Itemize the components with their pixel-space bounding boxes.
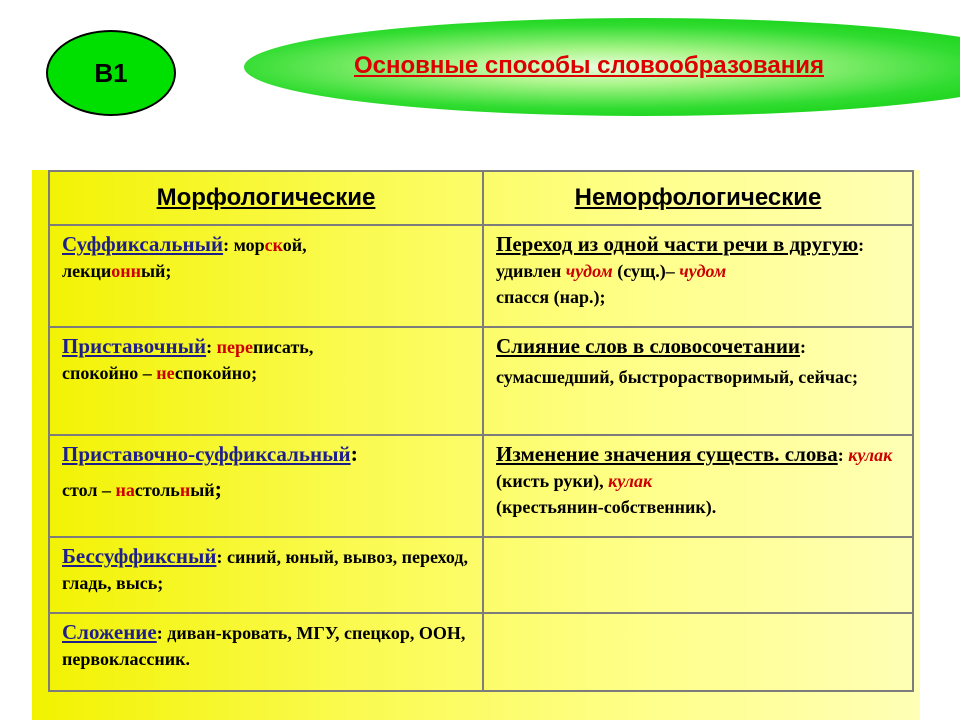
example-word: чудом <box>679 261 727 281</box>
example-text: удивлен <box>496 261 566 281</box>
cell-empty-2 <box>484 614 912 690</box>
word-formation-table <box>48 170 914 692</box>
example-text: (сущ.)– <box>612 261 680 281</box>
example-text: спасся (нар.); <box>496 287 606 307</box>
example-word: кулак <box>608 471 653 491</box>
highlighted-morpheme: пере <box>216 337 253 357</box>
colon: : <box>858 235 865 255</box>
header-morphological: Морфологические <box>50 172 484 226</box>
example-text: (крестьянин-собственник). <box>496 497 717 517</box>
example-text: писать, <box>252 337 314 357</box>
example-word: чудом <box>565 261 613 281</box>
slide-title: Основные способы словообразования <box>354 52 824 79</box>
highlighted-morpheme: на <box>115 480 135 500</box>
term-conversion: Переход из одной части речи в другую <box>496 232 859 256</box>
example-text: диван-кровать, МГУ, спецкор, ООН, первоклассник. <box>62 623 466 669</box>
example-word: кулак <box>848 445 893 465</box>
example-text: сумасшедший, быстрорастворимый, сейчас; <box>496 367 858 387</box>
cell-prefix-suffixal <box>50 436 484 538</box>
section-badge: В1 <box>46 30 176 116</box>
example-text: ; <box>214 476 222 501</box>
example-text: синий, юный, вывоз, переход, гладь, высь; <box>62 547 468 593</box>
cell-suffixal <box>50 226 484 328</box>
highlighted-morpheme: ск <box>264 235 283 255</box>
highlighted-morpheme: н <box>179 480 191 500</box>
example-text: стол – <box>62 480 116 500</box>
example-text: мор <box>233 235 265 255</box>
colon: : <box>156 623 168 643</box>
example-text: (кисть руки), <box>496 471 609 491</box>
term-semantic-change: Изменение значения существ. слова <box>496 442 838 466</box>
example-text: ый <box>190 480 215 500</box>
colon: : <box>800 337 807 357</box>
colon: : <box>216 547 227 567</box>
example-text: спокойно – <box>62 363 157 383</box>
cell-semantic-change <box>484 436 912 538</box>
term-suffixal: Суффиксальный <box>62 232 224 256</box>
example-text: спокойно; <box>174 363 258 383</box>
cell-fusion <box>484 328 912 436</box>
cell-compounding <box>50 614 484 690</box>
term-prefixal: Приставочный <box>62 334 207 358</box>
colon: : <box>223 235 234 255</box>
highlighted-morpheme: не <box>156 363 175 383</box>
example-text: столь <box>134 480 180 500</box>
cell-conversion <box>484 226 912 328</box>
colon: : <box>206 337 217 357</box>
term-fusion: Слияние слов в словосочетании <box>496 334 801 358</box>
highlighted-morpheme: онн <box>111 261 141 281</box>
example-text: ой, <box>282 235 307 255</box>
colon: : <box>350 441 358 466</box>
example-text: ый; <box>140 261 172 281</box>
term-prefix-suffixal: Приставочно-суффиксальный <box>62 442 351 466</box>
term-compounding: Сложение <box>62 620 157 644</box>
header-nonmorphological: Неморфологические <box>484 172 912 226</box>
cell-zero-suffix <box>50 538 484 614</box>
example-text: лекци <box>62 261 112 281</box>
term-zero-suffix: Бессуффиксный <box>62 544 217 568</box>
cell-empty-1 <box>484 538 912 614</box>
cell-prefixal <box>50 328 484 436</box>
colon: : <box>837 445 849 465</box>
